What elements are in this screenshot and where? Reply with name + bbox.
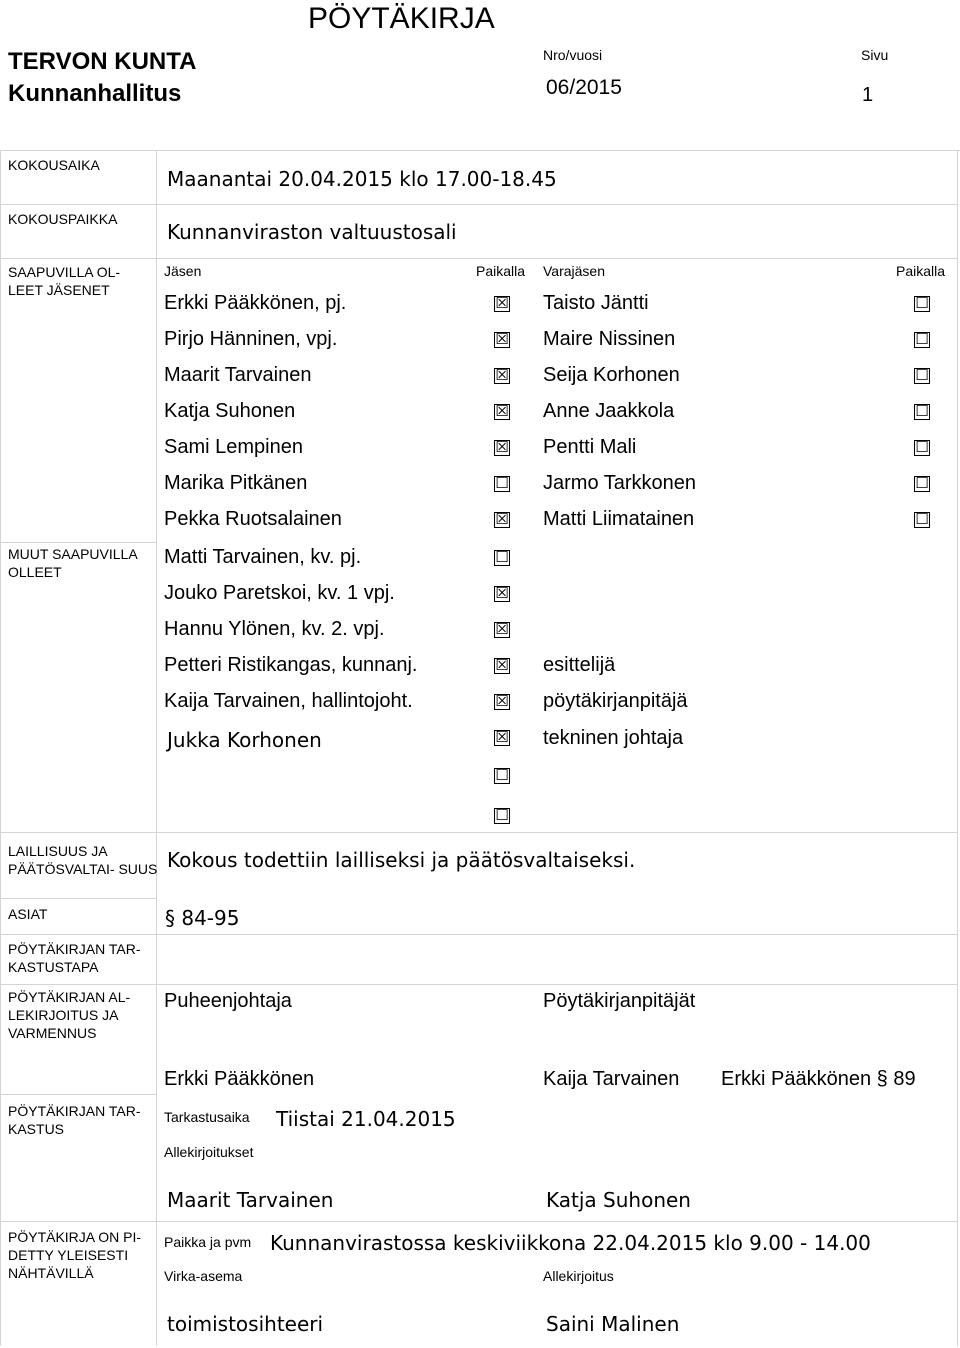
deputy-present-checkbox: ☐ xyxy=(915,402,929,420)
page-label: Sivu xyxy=(861,47,889,63)
reviewer-name-second: Katja Suhonen xyxy=(546,1188,691,1212)
header-present: Paikalla xyxy=(476,263,526,279)
deputy-present-checkbox: ☐ xyxy=(915,366,929,384)
row-divider xyxy=(0,832,958,833)
secretary-name: Kaija Tarvainen xyxy=(543,1068,680,1090)
row-divider xyxy=(0,1094,156,1095)
member-name: Pirjo Hänninen, vpj. xyxy=(164,328,338,350)
page-number: 1 xyxy=(862,84,874,106)
member-name: Pekka Ruotsalainen xyxy=(164,508,342,530)
attendee-role: tekninen johtaja xyxy=(543,727,684,749)
present-checkbox: ☒ xyxy=(495,402,509,420)
member-name: Erkki Pääkkönen, pj. xyxy=(164,292,347,314)
row-divider xyxy=(0,542,156,543)
legality-statement: Kokous todettiin lailliseksi ja päätösvaltaiseksi. xyxy=(167,848,636,872)
position-value: toimistosihteeri xyxy=(167,1312,324,1336)
row-divider xyxy=(0,1221,958,1222)
reviewer-name: Maarit Tarvainen xyxy=(167,1188,334,1212)
row-divider xyxy=(0,898,156,899)
attendee-name: Petteri Ristikangas, kunnanj. xyxy=(164,654,418,676)
table-top-border xyxy=(0,150,960,151)
member-name: Katja Suhonen xyxy=(164,400,296,422)
number-value: 06/2015 xyxy=(546,76,622,99)
attendee-role: esittelijä xyxy=(543,654,616,676)
deputy-present-checkbox: ☐ xyxy=(915,438,929,456)
attendee-name: Jukka Korhonen xyxy=(167,728,322,752)
member-name: Maarit Tarvainen xyxy=(164,364,312,386)
deputy-present-checkbox: ☐ xyxy=(915,330,929,348)
label-public-display: PÖYTÄKIRJA ON PI- DETTY YLEISESTI NÄHTÄVILLÄ xyxy=(8,1229,142,1281)
deputy-name: Seija Korhonen xyxy=(543,364,680,386)
meeting-place: Kunnanviraston valtuustosali xyxy=(167,220,457,244)
deputy-present-checkbox: ☐ xyxy=(915,474,929,492)
row-divider xyxy=(0,984,958,985)
present-checkbox: ☒ xyxy=(495,294,509,312)
chair-label: Puheenjohtaja xyxy=(164,990,292,1012)
label-review-method: PÖYTÄKIRJAN TAR- KASTUSTAPA xyxy=(8,941,141,975)
organization-name: TERVON KUNTA xyxy=(8,48,197,75)
present-checkbox: ☒ xyxy=(495,510,509,528)
attendee-name: Hannu Ylönen, kv. 2. vpj. xyxy=(164,618,385,640)
label-review: PÖYTÄKIRJAN TAR- KASTUS xyxy=(8,1103,141,1137)
deputy-name: Maire Nissinen xyxy=(543,328,676,350)
signature-label: Allekirjoitus xyxy=(543,1268,614,1284)
matters-range: § 84-95 xyxy=(165,906,240,930)
label-signing: PÖYTÄKIRJAN AL- LEKIRJOITUS JA VARMENNUS xyxy=(8,989,131,1041)
present-checkbox: ☒ xyxy=(495,620,509,638)
label-others-present: MUUT SAAPUVILLA OLLEET xyxy=(8,546,137,580)
present-checkbox: ☐ xyxy=(495,548,509,566)
label-matters: ASIAT xyxy=(8,906,48,922)
table-right-border xyxy=(957,150,958,1346)
display-place-label: Paikka ja pvm xyxy=(164,1234,252,1250)
label-meeting-time: KOKOUSAIKA xyxy=(8,157,100,173)
row-divider xyxy=(0,258,958,259)
secretary-name-second: Erkki Pääkkönen § 89 xyxy=(721,1068,916,1090)
present-checkbox: ☐ xyxy=(495,806,509,824)
display-place-value: Kunnanvirastossa keskiviikkona 22.04.2015 klo 9.00 - 14.00 xyxy=(270,1231,871,1255)
label-legality: LAILLISUUS JA PÄÄTÖSVALTAI- SUUS xyxy=(8,843,158,877)
present-checkbox: ☒ xyxy=(495,728,509,746)
attendee-name: Kaija Tarvainen, hallintojoht. xyxy=(164,690,413,712)
row-divider xyxy=(0,934,958,935)
attendee-role: pöytäkirjanpitäjä xyxy=(543,690,688,712)
deputy-name: Jarmo Tarkkonen xyxy=(543,472,697,494)
deputy-name: Matti Liimatainen xyxy=(543,508,695,530)
deputy-present-checkbox: ☐ xyxy=(915,510,929,528)
document-title: PÖYTÄKIRJA xyxy=(308,2,495,35)
member-name: Marika Pitkänen xyxy=(164,472,308,494)
signer-name: Saini Malinen xyxy=(546,1312,680,1336)
deputy-name: Anne Jaakkola xyxy=(543,400,675,422)
header-deputy-present: Paikalla xyxy=(896,263,946,279)
organization-unit: Kunnanhallitus xyxy=(8,80,182,107)
position-label: Virka-asema xyxy=(164,1268,243,1284)
present-checkbox: ☒ xyxy=(495,692,509,710)
deputy-name: Taisto Jäntti xyxy=(543,292,649,314)
present-checkbox: ☒ xyxy=(495,656,509,674)
member-name: Sami Lempinen xyxy=(164,436,303,458)
present-checkbox: ☐ xyxy=(495,766,509,784)
number-label: Nro/vuosi xyxy=(543,47,603,63)
deputy-name: Pentti Mali xyxy=(543,436,637,458)
present-checkbox: ☐ xyxy=(495,474,509,492)
review-time-label: Tarkastusaika xyxy=(164,1109,250,1125)
chair-name: Erkki Pääkkönen xyxy=(164,1068,315,1090)
attendee-name: Matti Tarvainen, kv. pj. xyxy=(164,546,362,568)
label-members-present: SAAPUVILLA OL- LEET JÄSENET xyxy=(8,264,121,298)
signatures-label: Allekirjoitukset xyxy=(164,1144,254,1160)
present-checkbox: ☒ xyxy=(495,330,509,348)
present-checkbox: ☒ xyxy=(495,366,509,384)
row-divider xyxy=(0,204,958,205)
secretary-label: Pöytäkirjanpitäjät xyxy=(543,990,696,1012)
header-member: Jäsen xyxy=(164,263,202,279)
deputy-present-checkbox: ☐ xyxy=(915,294,929,312)
meeting-time: Maanantai 20.04.2015 klo 17.00-18.45 xyxy=(167,167,557,191)
present-checkbox: ☒ xyxy=(495,438,509,456)
attendee-name: Jouko Paretskoi, kv. 1 vpj. xyxy=(164,582,395,604)
header-deputy: Varajäsen xyxy=(543,263,606,279)
present-checkbox: ☒ xyxy=(495,584,509,602)
label-meeting-place: KOKOUSPAIKKA xyxy=(8,211,118,227)
review-time-value: Tiistai 21.04.2015 xyxy=(276,1107,456,1131)
column-divider xyxy=(156,150,157,1346)
table-left-border xyxy=(0,150,1,1346)
